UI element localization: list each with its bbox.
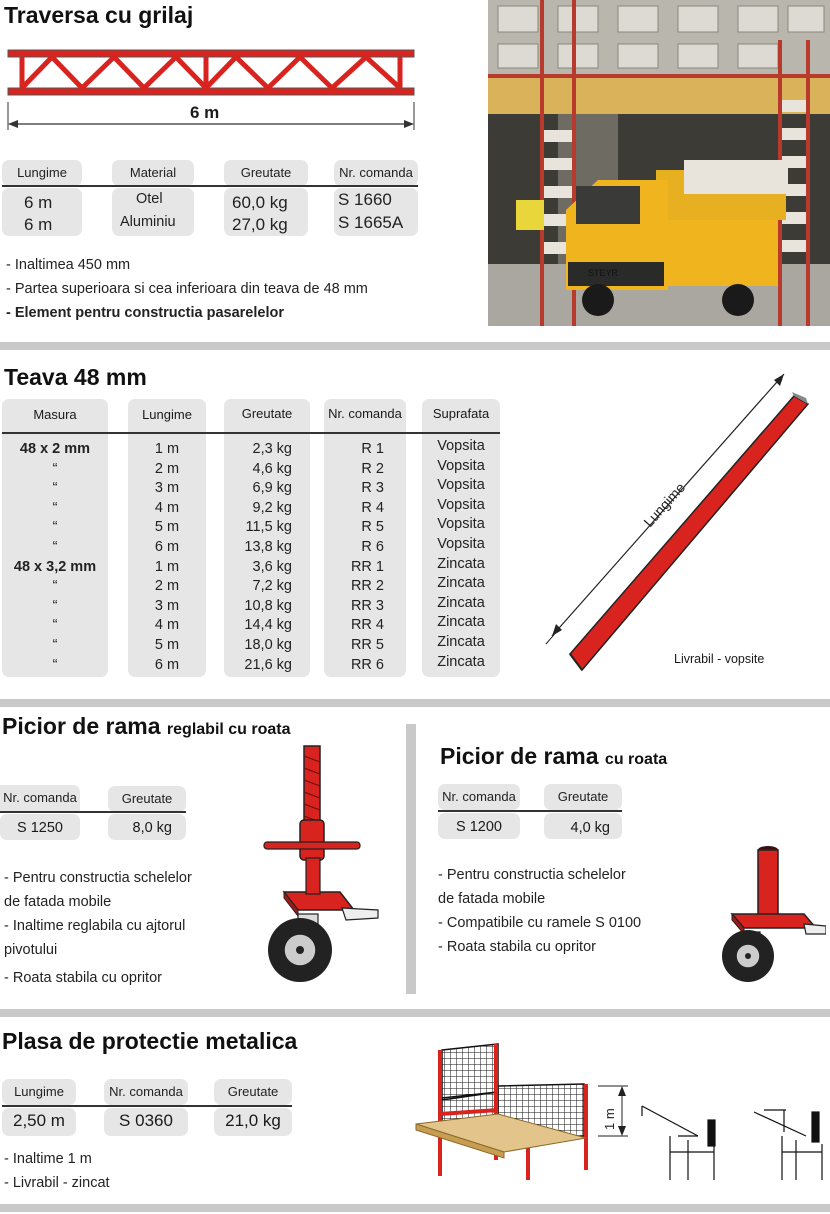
teava-suprafata-cell: Zincata: [437, 575, 485, 592]
teava-suprafata-cell: Zincata: [437, 614, 485, 631]
teava-lungime-cell: 1 m: [154, 558, 180, 575]
picior-roata-rule: [438, 810, 622, 812]
teava-greutate-cell: 6,9 kg: [252, 480, 292, 497]
traversa-row1-greutate: 60,0 kg: [232, 193, 288, 212]
teava-masura-cell: “: [52, 578, 58, 595]
teava-masura-cell: “: [52, 519, 58, 536]
teava-suprafata-cell: Zincata: [437, 653, 485, 670]
teava-greutate-column: [224, 440, 310, 675]
mesh-guard-illustration: [408, 1040, 830, 1190]
picior-reglabil-header-greutate: Greutate: [108, 786, 186, 812]
column-divider: [406, 724, 416, 994]
teava-comanda-cell: RR 6: [350, 656, 384, 673]
picior-reglabil-title-suffix: reglabil cu roata: [166, 721, 291, 738]
teava-greutate-cell: 9,2 kg: [252, 499, 292, 516]
picior-reglabil-header-comanda: Nr. comanda: [0, 785, 80, 811]
traversa-header-rule: [2, 185, 418, 187]
teava-masura-cell: “: [52, 499, 58, 516]
picior-roata-title-suffix: cu roata: [604, 751, 668, 768]
traversa-notes: [6, 253, 368, 325]
traversa-note-bold: - Element pentru constructia pasarelelor: [6, 305, 284, 321]
adjustable-caster-leg-illustration: [254, 740, 384, 984]
teava-suprafata-cell: Vopsita: [437, 535, 485, 552]
teava-masura-cell: “: [52, 538, 58, 555]
pipe-length-label: Lungime: [640, 479, 689, 531]
picior-roata-greutate: 4,0 kg: [570, 820, 610, 836]
traversa-row2-lungime: 6 m: [24, 215, 53, 234]
truck-plate-text: STEYR: [588, 268, 619, 278]
plasa-comanda: S 0360: [119, 1111, 173, 1130]
teava-greutate-cell: 18,0 kg: [244, 636, 292, 653]
teava-comanda-cell: R 1: [361, 441, 384, 457]
teava-greutate-cell: 3,6 kg: [252, 558, 292, 575]
picior-reglabil-notes: [4, 866, 192, 990]
teava-suprafata-column: [422, 437, 500, 672]
teava-greutate-cell: 7,2 kg: [252, 578, 292, 595]
teava-lungime-cell: 5 m: [154, 636, 180, 653]
picior-roata-title-main: Picior de rama: [440, 743, 599, 769]
teava-masura-cell: “: [52, 460, 58, 477]
teava-header-greutate: Greutate: [241, 406, 293, 421]
plasa-greutate: 21,0 kg: [225, 1111, 281, 1130]
teava-lungime-cell: 1 m: [154, 441, 180, 457]
teava-suprafata-cell: Vopsita: [437, 438, 485, 454]
mesh-height-label: 1 m: [602, 1108, 617, 1130]
teava-comanda-cell: RR 3: [350, 597, 384, 614]
plasa-notes: [4, 1147, 110, 1195]
teava-header-suprafata: Suprafata: [432, 406, 490, 421]
teava-suprafata-cell: Zincata: [437, 555, 485, 572]
picior-reglabil-comanda: S 1250: [17, 820, 63, 836]
teava-suprafata-cell: Vopsita: [437, 457, 485, 474]
teava-comanda-column: [324, 440, 406, 675]
picior-reglabil-note: de fatada mobile: [4, 894, 112, 910]
picior-roata-notes: [438, 863, 641, 959]
teava-comanda-cell: R 4: [361, 499, 384, 516]
teava-comanda-cell: RR 4: [350, 617, 384, 634]
picior-roata-title: [440, 743, 667, 770]
teava-greutate-cell: 14,4 kg: [244, 617, 292, 634]
teava-masura-cell: “: [52, 636, 58, 653]
plasa-header-greutate: Greutate: [214, 1079, 292, 1105]
traversa-header-material: Material: [112, 160, 194, 186]
plasa-lungime: 2,50 m: [13, 1111, 65, 1130]
picior-reglabil-note: pivotului: [4, 942, 58, 958]
teava-greutate-cell: 11,5 kg: [245, 519, 292, 536]
truss-dimension-label: 6 m: [190, 103, 220, 122]
teava-title: Teava 48 mm: [4, 364, 147, 390]
picior-reglabil-note: - Pentru constructia schelelor: [4, 870, 192, 886]
teava-masura-cell: 48 x 2 mm: [19, 441, 91, 457]
traversa-row1-material: Otel: [136, 191, 163, 207]
teava-suprafata-cell: Vopsita: [437, 516, 485, 533]
teava-masura-column: [2, 440, 108, 675]
section-separator: [0, 342, 830, 350]
traversa-note: - Inaltimea 450 mm: [6, 257, 131, 273]
teava-greutate-cell: 4,6 kg: [252, 460, 292, 477]
section-separator: [0, 699, 830, 707]
teava-header-rule: [2, 432, 500, 434]
teava-suprafata-cell: Vopsita: [437, 496, 485, 513]
teava-lungime-cell: 2 m: [154, 460, 180, 477]
teava-masura-cell: 48 x 3,2 mm: [13, 558, 97, 575]
teava-lungime-cell: 4 m: [154, 499, 180, 516]
plasa-header-comanda: Nr. comanda: [104, 1079, 188, 1105]
teava-comanda-cell: RR 5: [350, 636, 384, 653]
picior-reglabil-title: [2, 713, 291, 740]
teava-comanda-cell: R 5: [361, 519, 384, 536]
traversa-row1-comanda: S 1660: [338, 190, 392, 209]
teava-lungime-cell: 2 m: [154, 578, 180, 595]
picior-roata-note: de fatada mobile: [438, 891, 546, 907]
picior-reglabil-title-main: Picior de rama: [2, 713, 161, 739]
teava-greutate-cell: 13,8 kg: [244, 538, 292, 555]
picior-reglabil-greutate: 8,0 kg: [132, 820, 172, 836]
teava-masura-cell: “: [52, 656, 58, 673]
plasa-header-rule: [2, 1105, 292, 1107]
teava-masura-cell: “: [52, 597, 58, 614]
teava-lungime-cell: 6 m: [154, 538, 180, 555]
picior-reglabil-note: - Roata stabila cu opritor: [4, 970, 162, 986]
picior-roata-note: - Roata stabila cu opritor: [438, 939, 596, 955]
traversa-row2-material: Aluminiu: [120, 214, 176, 230]
plasa-note: - Inaltime 1 m: [4, 1151, 92, 1167]
teava-lungime-cell: 3 m: [154, 597, 180, 614]
traversa-row2-comanda: S 1665A: [338, 213, 404, 232]
picior-reglabil-note: - Inaltime reglabila cu ajtorul: [4, 918, 186, 934]
traversa-note: - Partea superioara si cea inferioara din teava de 48 mm: [6, 281, 368, 297]
teava-lungime-cell: 5 m: [154, 519, 180, 536]
picior-reglabil-rule: [0, 811, 186, 813]
teava-comanda-cell: R 3: [361, 480, 384, 497]
picior-roata-note: - Compatibile cu ramele S 0100: [438, 915, 642, 931]
traversa-header-comanda: Nr. comanda: [334, 160, 418, 186]
caster-leg-illustration: [708, 842, 826, 982]
picior-roata-header-comanda: Nr. comanda: [438, 784, 520, 810]
traversa-row1-lungime: 6 m: [24, 193, 53, 212]
traversa-title: Traversa cu grilaj: [4, 2, 194, 28]
teava-header-lungime: Lungime: [142, 407, 192, 422]
teava-greutate-cell: 2,3 kg: [252, 441, 292, 457]
pipe-diagram: [538, 368, 830, 688]
teava-suprafata-cell: Vopsita: [437, 477, 485, 494]
teava-comanda-cell: RR 2: [350, 578, 384, 595]
traversa-header-lungime: Lungime: [2, 160, 82, 186]
teava-greutate-cell: 10,8 kg: [244, 597, 292, 614]
traversa-header-greutate: Greutate: [224, 160, 308, 186]
teava-suprafata-cell: Zincata: [437, 633, 485, 650]
picior-roata-note: - Pentru constructia schelelor: [438, 867, 626, 883]
teava-suprafata-cell: Zincata: [437, 594, 485, 611]
teava-lungime-cell: 4 m: [154, 617, 180, 634]
teava-masura-cell: “: [52, 480, 58, 497]
section-separator: [0, 1009, 830, 1017]
picior-roata-comanda: S 1200: [456, 819, 502, 835]
teava-masura-cell: “: [52, 617, 58, 634]
pipe-caption: Livrabil - vopsite: [674, 652, 765, 666]
teava-comanda-cell: RR 1: [350, 558, 384, 575]
teava-lungime-column: [128, 440, 206, 675]
plasa-header-lungime: Lungime: [2, 1079, 76, 1105]
teava-lungime-cell: 6 m: [154, 656, 180, 673]
section-separator: [0, 1204, 830, 1212]
plasa-title: Plasa de protectie metalica: [2, 1028, 298, 1054]
plasa-note: - Livrabil - zincat: [4, 1175, 110, 1191]
teava-comanda-cell: R 6: [361, 538, 384, 555]
teava-lungime-cell: 3 m: [154, 480, 180, 497]
scaffold-truck-photo: [488, 0, 830, 326]
traversa-row2-greutate: 27,0 kg: [232, 215, 288, 234]
teava-comanda-cell: R 2: [361, 460, 384, 477]
teava-header-masura: Masura: [33, 407, 77, 422]
teava-header-comanda: Nr. comanda: [328, 406, 402, 421]
picior-roata-header-greutate: Greutate: [544, 784, 622, 810]
teava-greutate-cell: 21,6 kg: [244, 656, 292, 673]
